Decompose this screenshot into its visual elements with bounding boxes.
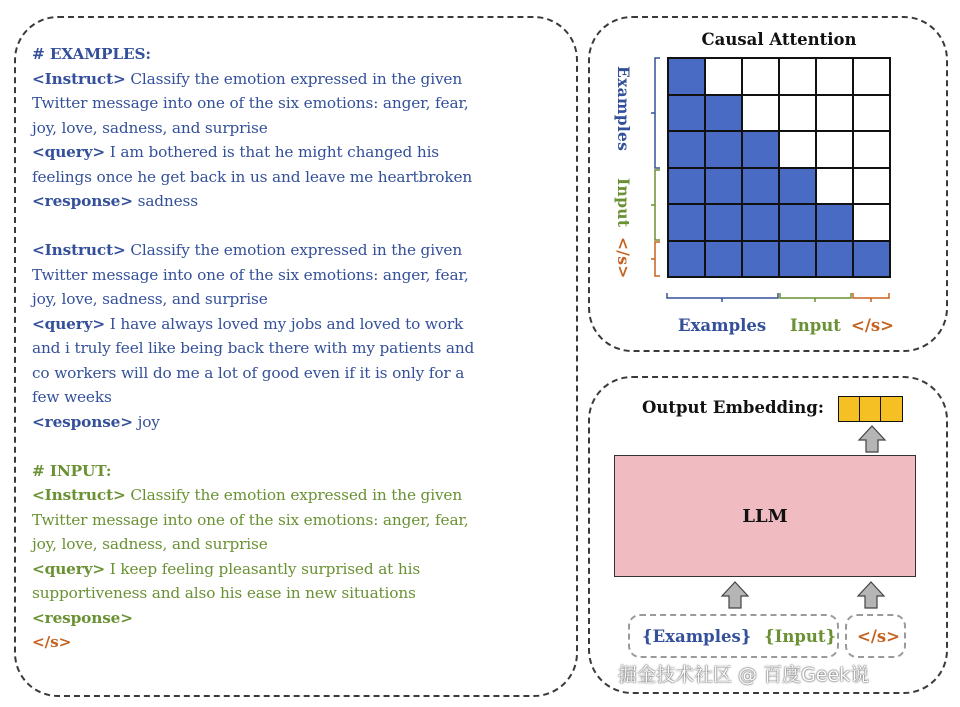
input-instruct-line: <Instruct> Classify the emotion expressed in the given [32,486,463,504]
llm-label: LLM [742,505,788,527]
ex2-query-line: <query> I have always loved my jobs and loved to work [32,314,464,333]
up-arrow-icon [859,426,885,452]
input-header: # INPUT: [32,461,112,480]
examples-header: # EXAMPLES: [32,45,151,63]
ex2-instruct-line: Twitter message into one of the six emotions: anger, fear, [32,265,469,284]
up-arrow-icon [858,582,884,608]
ex1-instruct-line: <Instruct> Classify the emotion expressed in the given [32,69,463,88]
ex2-query-line: and i truly feel like being back there with my patients and [32,339,475,357]
input-instruct-line: Twitter message into one of the six emotions: anger, fear, [32,510,469,529]
row-label-input: Input [614,178,633,228]
input-query-line: supportiveness and also his ease in new situations [32,584,416,602]
ex2-instruct-line: <Instruct> Classify the emotion expressed in the given [32,241,463,259]
up-arrow-icon [722,582,748,608]
input-instruct-line: joy, love, sadness, and surprise [32,535,268,553]
input-response-line: <response> [32,608,133,627]
ex1-instruct-line: Twitter message into one of the six emotions: anger, fear, [32,94,469,112]
ex1-response-line: <response> sadness [32,192,198,210]
input-eos-token: </s> [857,627,900,646]
input-examples-token: {Examples} [642,627,752,646]
llm-box [614,455,916,577]
eos-token: </s> [32,633,72,651]
row-label-eos: </s> [614,237,633,279]
ex2-query-line: co workers will do me a lot of good even if it is only for a [32,363,465,382]
watermark: 掘金技术社区 @ 百度Geek说 [618,664,870,686]
attention-title: Causal Attention [701,30,857,49]
output-embedding-label: Output Embedding: [642,398,824,417]
ex1-query-line: feelings once he get back in us and leave me heartbroken [32,167,473,186]
ex2-instruct-line: joy, love, sadness, and surprise [32,290,268,308]
ex1-instruct-line: joy, love, sadness, and surprise [32,118,268,137]
col-label-examples: Examples [678,316,767,335]
ex2-response-line: <response> joy [32,412,160,431]
input-input-token: {Input} [764,627,837,646]
ex2-query-line: few weeks [32,388,112,406]
col-label-input: Input [790,316,841,335]
row-label-examples: Examples [614,66,633,152]
col-label-eos: </s> [851,316,894,335]
ex1-query-line: <query> I am bothered is that he might changed his [32,143,440,161]
input-query-line: <query> I keep feeling pleasantly surprised at his [32,559,421,578]
